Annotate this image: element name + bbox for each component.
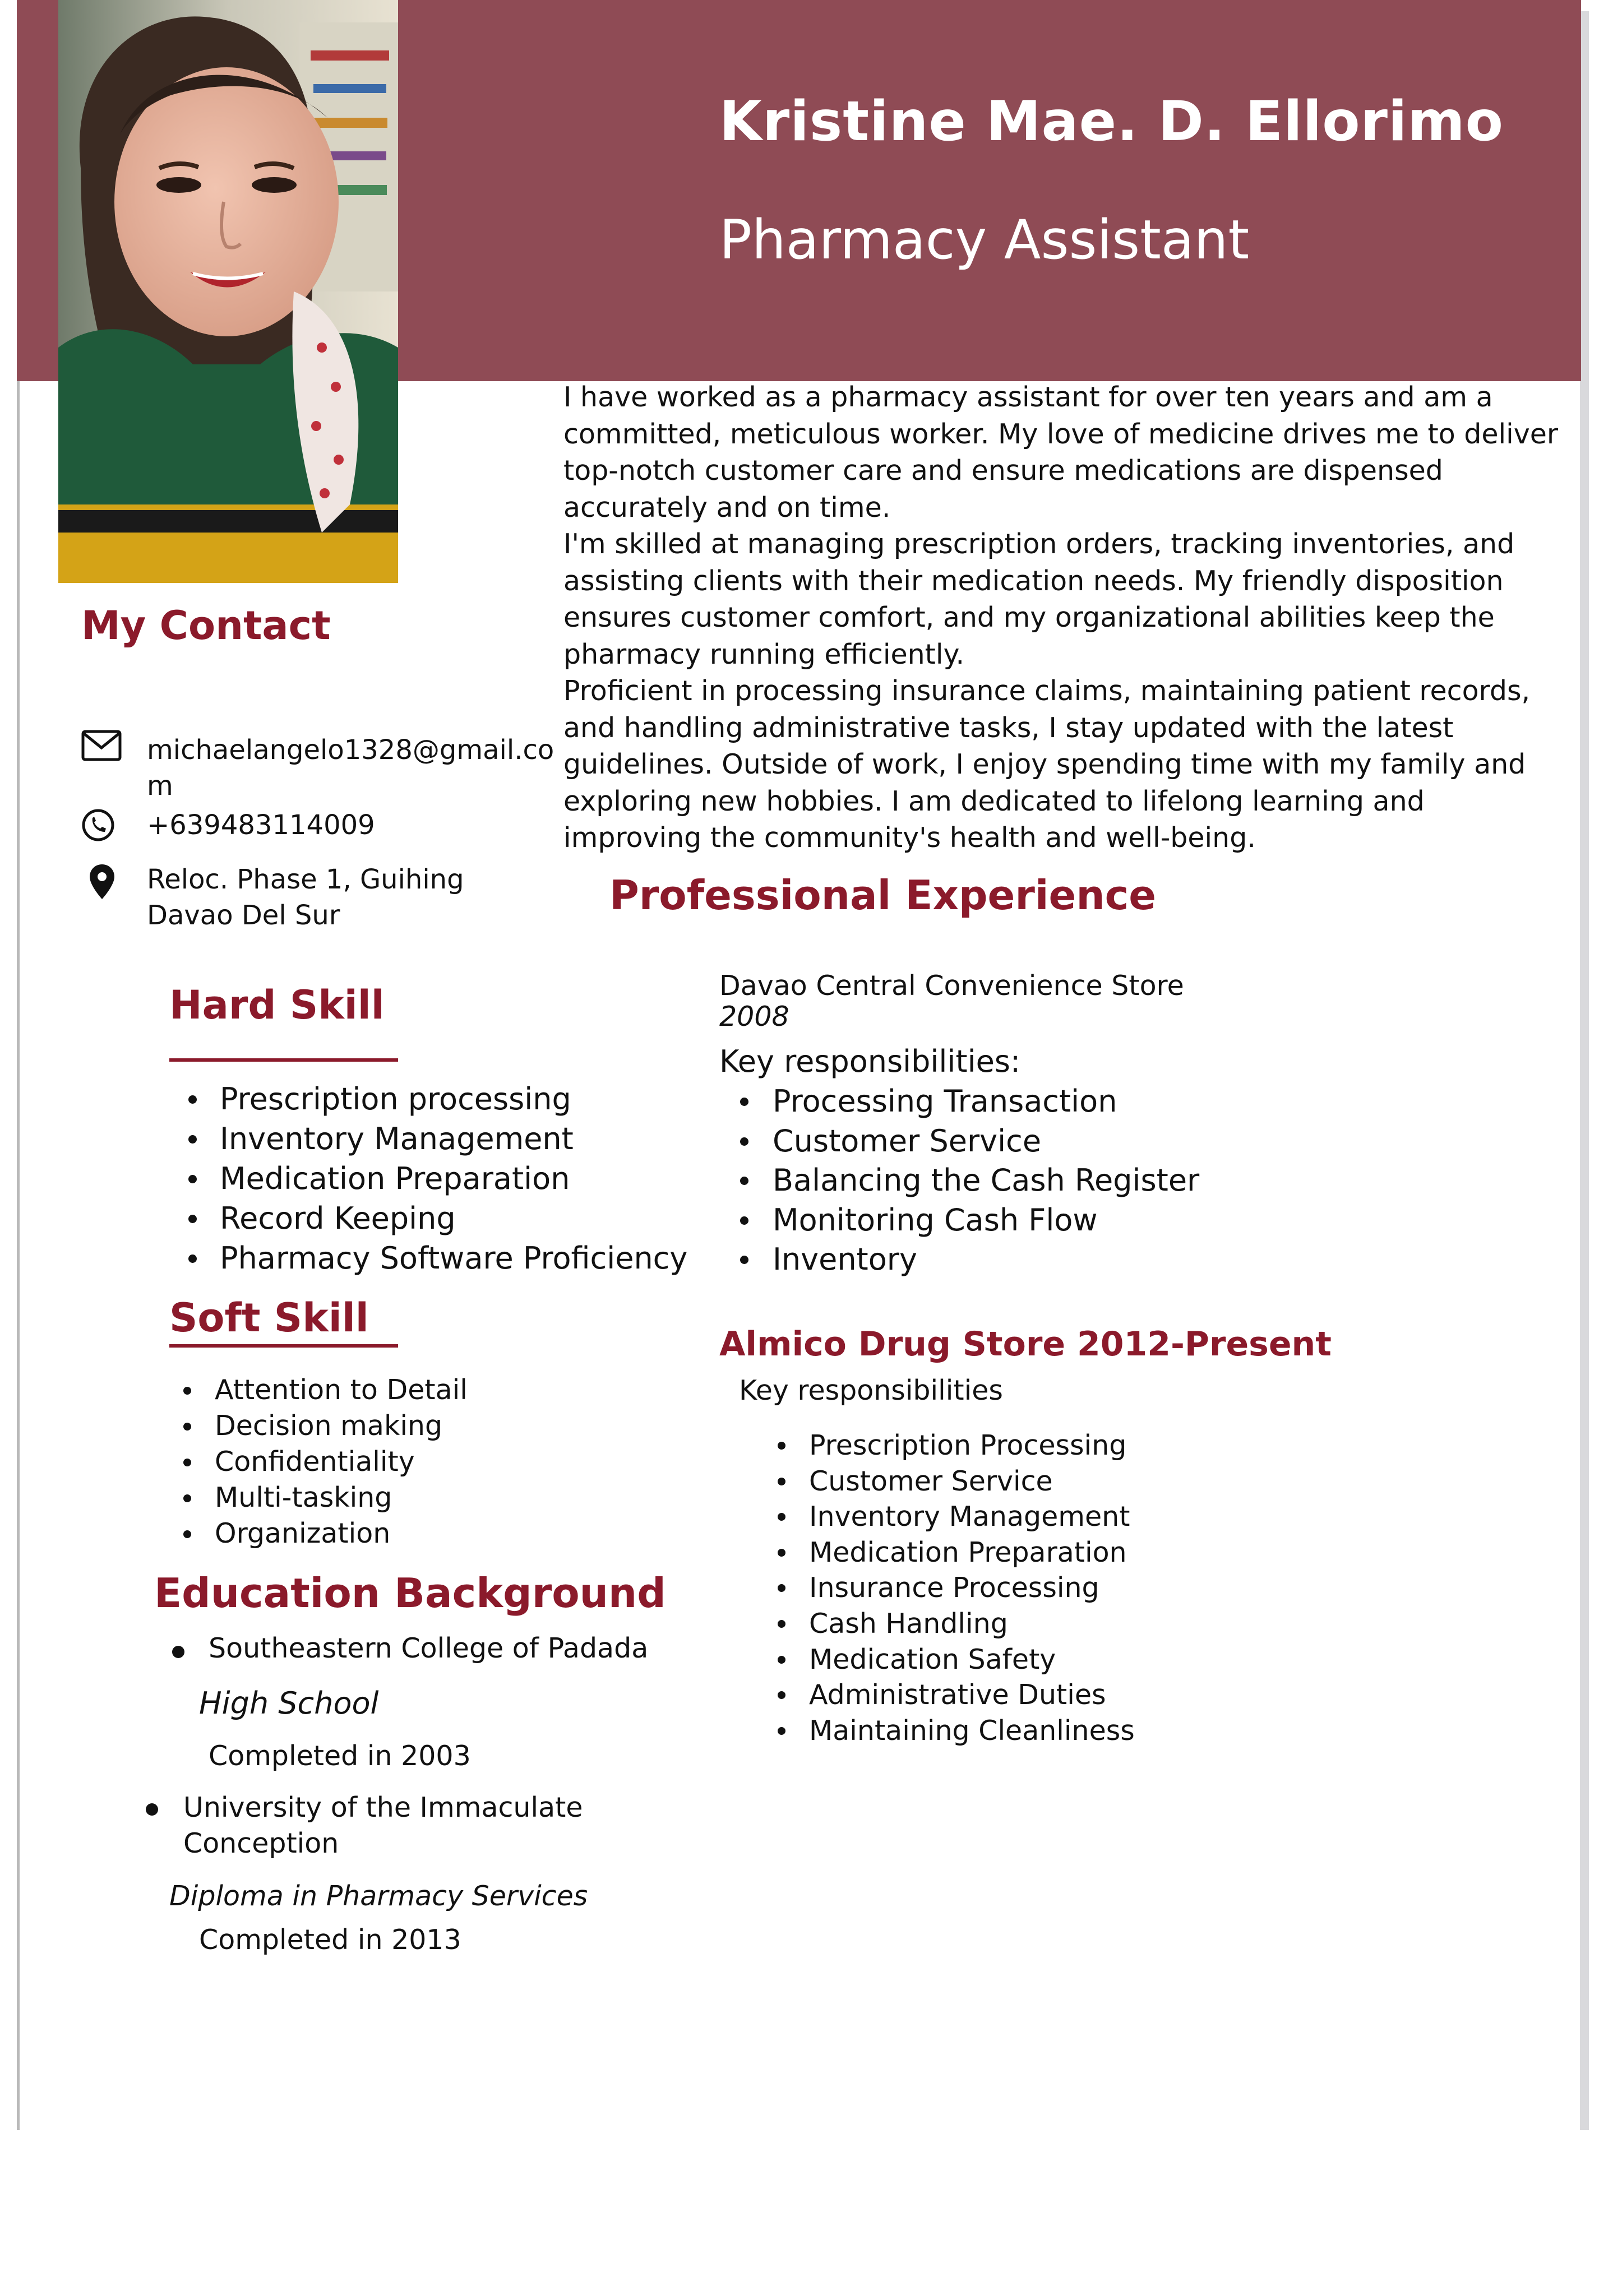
list-item: Organization: [215, 1516, 468, 1552]
address-line: Davao Del Sur: [147, 900, 340, 931]
job-responsibilities-list: [809, 1428, 1135, 1748]
list-item: Multi-tasking: [215, 1480, 468, 1516]
mail-icon: [81, 730, 122, 761]
list-item: Pharmacy Software Proficiency: [220, 1238, 687, 1278]
page-edge-left: [17, 381, 20, 2130]
list-item: Attention to Detail: [215, 1372, 468, 1408]
list-item: Maintaining Cleanliness: [809, 1713, 1135, 1749]
phone-icon: [81, 808, 115, 842]
list-item: Balancing the Cash Register: [773, 1161, 1199, 1201]
contact-email[interactable]: [147, 732, 554, 804]
list-item: Processing Transaction: [773, 1082, 1199, 1122]
school-level: High School: [199, 1686, 379, 1721]
list-item: Monitoring Cash Flow: [773, 1201, 1199, 1240]
education-heading: Education Background: [154, 1570, 666, 1617]
profile-photo: [58, 0, 398, 583]
list-item: Customer Service: [773, 1122, 1199, 1161]
list-item: Decision making: [215, 1408, 468, 1444]
job-responsibilities-label: Key responsibilities: [739, 1374, 1003, 1406]
experience-heading: Professional Experience: [609, 872, 1157, 919]
email-line: michaelangelo1328@gmail.co: [147, 734, 554, 766]
school-completed: Completed in 2013: [199, 1924, 461, 1956]
school-name-line: University of the Immaculate: [183, 1792, 583, 1823]
list-item: Cash Handling: [809, 1606, 1135, 1642]
list-item: Prescription processing: [220, 1079, 687, 1119]
location-pin-icon: [89, 863, 115, 900]
list-item: Inventory Management: [809, 1499, 1135, 1535]
job-year: 2008: [719, 1001, 789, 1033]
candidate-title: Pharmacy Assistant: [719, 209, 1250, 271]
list-item: Insurance Processing: [809, 1570, 1135, 1606]
school-name: [183, 1790, 583, 1862]
bullet-dot: [146, 1803, 158, 1816]
hard-skill-list: [220, 1079, 687, 1278]
bullet-dot: [172, 1646, 184, 1658]
email-line: m: [147, 770, 173, 802]
list-item: Medication Preparation: [220, 1159, 687, 1198]
summary-paragraph: I have worked as a pharmacy assistant for over ten years and am a committed, meticulous worker. My love of medicine drives me to deliver top-notch customer care and ensure medications are dispensed accurately and on time.: [563, 381, 1559, 524]
heading-underline: [169, 1344, 398, 1348]
job-responsibilities-label: Key responsibilities:: [719, 1044, 1021, 1079]
summary-paragraph: I'm skilled at managing prescription orders, tracking inventories, and assisting clients with their medication needs. My friendly disposition ensures customer comfort, and my organizational abilities keep the pharmacy running efficiently.: [563, 528, 1515, 670]
school-name: Southeastern College of Padada: [209, 1632, 649, 1664]
list-item: Prescription Processing: [809, 1428, 1135, 1464]
page-edge-right: [1580, 11, 1589, 2130]
list-item: Administrative Duties: [809, 1677, 1135, 1713]
candidate-name: Kristine Mae. D. Ellorimo: [719, 90, 1504, 154]
job-title: Almico Drug Store 2012-Present: [719, 1325, 1332, 1364]
address-line: Reloc. Phase 1, Guihing: [147, 864, 464, 895]
list-item: Confidentiality: [215, 1444, 468, 1480]
contact-heading: My Contact: [81, 603, 331, 649]
school-name-line: Conception: [183, 1827, 339, 1859]
profile-summary: [563, 379, 1567, 857]
list-item: Medication Safety: [809, 1642, 1135, 1678]
school-completed: Completed in 2003: [209, 1740, 471, 1772]
list-item: Record Keeping: [220, 1198, 687, 1238]
list-item: Medication Preparation: [809, 1535, 1135, 1571]
job-responsibilities-list: [773, 1082, 1199, 1280]
heading-underline: [169, 1058, 398, 1062]
job-company: Davao Central Convenience Store: [719, 970, 1184, 1002]
list-item: Inventory Management: [220, 1119, 687, 1159]
list-item: Customer Service: [809, 1464, 1135, 1499]
contact-address: [147, 862, 464, 933]
soft-skill-list: [215, 1372, 468, 1552]
contact-phone[interactable]: +639483114009: [147, 809, 375, 841]
soft-skill-heading: Soft Skill: [169, 1295, 369, 1341]
list-item: Inventory: [773, 1240, 1199, 1280]
school-level: Diploma in Pharmacy Services: [169, 1880, 588, 1912]
hard-skill-heading: Hard Skill: [169, 982, 385, 1028]
summary-paragraph: Proficient in processing insurance claims, maintaining patient records, and handling administrative tasks, I stay updated with the latest guidelines. Outside of work, I enjoy spending time with my family and exploring new hobbies. I am dedicated to lifelong learning and improving the community's health and well-being.: [563, 675, 1531, 854]
